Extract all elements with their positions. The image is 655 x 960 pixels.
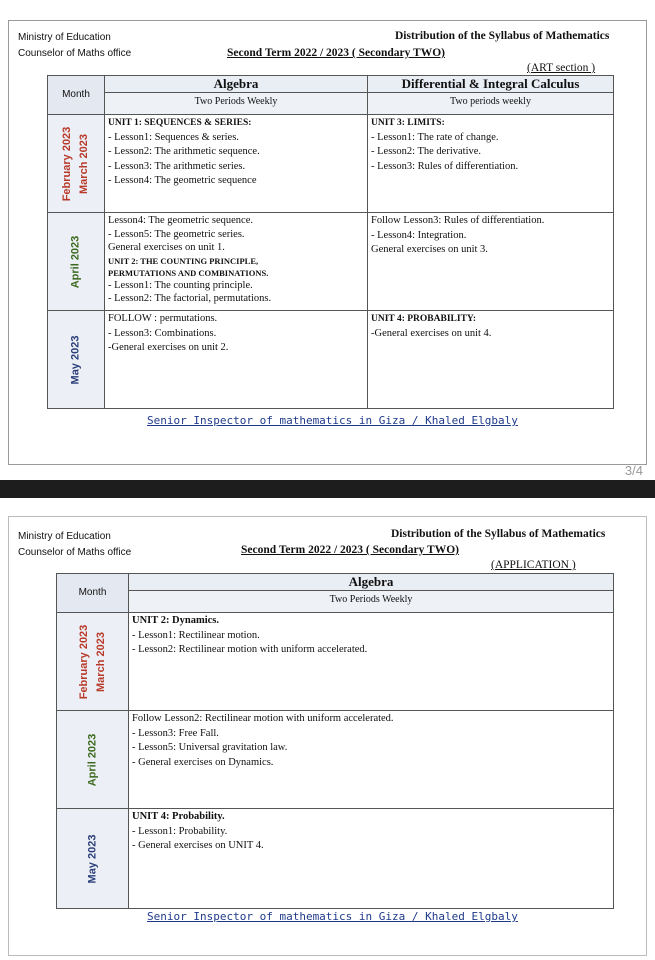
month-cell (48, 213, 105, 311)
lesson-line: - Lesson3: Rules of differentiation. (371, 160, 519, 172)
unit-heading: UNIT 4: Probability. (132, 811, 225, 822)
lesson-line: - Lesson5: Universal gravitation law. (132, 742, 288, 753)
office-label: Counselor of Maths office (18, 48, 132, 59)
document-title: Distribution of the Syllabus of Mathematics (391, 528, 606, 540)
lesson-line: FOLLOW : permutations. (108, 313, 218, 324)
lesson-cell (368, 115, 614, 213)
lesson-line: - Lesson4: The geometric sequence (108, 175, 257, 186)
lesson-line: - Lesson2: The derivative. (371, 146, 482, 157)
lesson-cell (129, 809, 614, 909)
month-label: May 2023 (69, 335, 82, 384)
lesson-cell (105, 213, 368, 311)
ministry-label: Ministry of Education (18, 531, 111, 542)
unit-heading: UNIT 2: Dynamics. (132, 615, 220, 626)
lesson-line: - General exercises on UNIT 4. (132, 840, 264, 851)
lesson-line: - Lesson3: Combinations. (108, 327, 217, 339)
document-title: Distribution of the Syllabus of Mathematics (395, 30, 610, 42)
month-label: April 2023 (69, 235, 82, 288)
lesson-line: - Lesson4: Integration. (371, 229, 467, 241)
footer-signature: Senior Inspector of mathematics in Giza / Khaled Elgbaly (147, 414, 518, 427)
lesson-line: - Lesson2: Rectilinear motion with uniform accelerated. (132, 644, 368, 655)
month-label: March 2023 (94, 631, 107, 692)
lesson-line: - Lesson1: The rate of change. (371, 131, 499, 143)
lesson-line: General exercises on unit 1. (108, 242, 225, 253)
ministry-label: Ministry of Education (18, 32, 111, 43)
month-label: February 2023 (61, 126, 73, 201)
lesson-cell (105, 311, 368, 409)
lesson-cell (368, 311, 614, 409)
unit-heading: UNIT 2: THE COUNTING PRINCIPLE, (108, 255, 259, 266)
periods-algebra: Two Periods Weekly (105, 93, 368, 115)
periods-calculus: Two periods weekly (368, 93, 614, 115)
lesson-line: - Lesson1: Sequences & series. (108, 131, 239, 143)
lesson-line: Follow Lesson3: Rules of differentiation. (371, 215, 545, 226)
lesson-line: -General exercises on unit 4. (371, 327, 492, 339)
section-label: (ART section ) (527, 62, 596, 74)
month-label: May 2023 (86, 834, 98, 883)
lesson-line: -General exercises on unit 2. (108, 342, 229, 353)
lesson-line: - General exercises on Dynamics. (132, 756, 274, 768)
lesson-cell (129, 613, 614, 711)
month-cell (57, 809, 129, 909)
subject-header-algebra: Algebra (129, 574, 614, 591)
month-cell (57, 711, 129, 809)
page-divider (0, 480, 655, 498)
unit-heading: PERMUTATIONS AND COMBINATIONS. (108, 267, 269, 278)
unit-heading: UNIT 1: SEQUENCES & SERIES: (108, 118, 252, 128)
lesson-line: - Lesson1: Probability. (132, 825, 228, 837)
section-label: (APPLICATION ) (491, 559, 576, 571)
lesson-line: Follow Lesson2: Rectilinear motion with uniform accelerated. (132, 713, 394, 724)
page-number: 3/4 (624, 463, 643, 478)
syllabus-table (47, 75, 614, 409)
footer-signature: Senior Inspector of mathematics in Giza / Khaled Elgbaly (147, 910, 518, 923)
lesson-line: - Lesson5: The geometric series. (108, 228, 245, 240)
subject-header-algebra: Algebra (105, 76, 368, 93)
subject-header-calculus: Differential & Integral Calculus (368, 76, 614, 93)
office-label: Counselor of Maths office (18, 547, 132, 558)
syllabus-page-application (8, 516, 647, 956)
unit-heading: UNIT 3: LIMITS: (371, 118, 445, 128)
syllabus-table (56, 573, 614, 909)
lesson-line: - Lesson1: The counting principle. (108, 279, 253, 291)
term-label: Second Term 2022 / 2023 ( Secondary TWO) (241, 544, 459, 556)
lesson-line: - Lesson1: Rectilinear motion. (132, 629, 260, 641)
month-header: Month (57, 574, 129, 613)
periods-algebra: Two Periods Weekly (129, 591, 614, 613)
month-cell (48, 311, 105, 409)
lesson-line: - Lesson3: Free Fall. (132, 727, 219, 739)
syllabus-page-art (8, 20, 647, 465)
month-cell (48, 115, 105, 213)
lesson-cell (129, 711, 614, 809)
lesson-line: Lesson4: The geometric sequence. (108, 215, 254, 226)
month-label: March 2023 (78, 133, 90, 194)
term-label: Second Term 2022 / 2023 ( Secondary TWO) (227, 47, 445, 59)
month-header: Month (48, 76, 105, 115)
month-label: April 2023 (86, 733, 98, 786)
lesson-cell (368, 213, 614, 311)
lesson-cell (105, 115, 368, 213)
lesson-line: - Lesson2: The factorial, permutations. (108, 293, 272, 304)
month-label: February 2023 (77, 624, 90, 699)
unit-heading: UNIT 4: PROBABILITY: (371, 314, 477, 324)
lesson-line: - Lesson2: The arithmetic sequence. (108, 146, 260, 157)
lesson-line: - Lesson3: The arithmetic series. (108, 160, 246, 172)
lesson-line: General exercises on unit 3. (371, 244, 488, 255)
month-cell (57, 613, 129, 711)
